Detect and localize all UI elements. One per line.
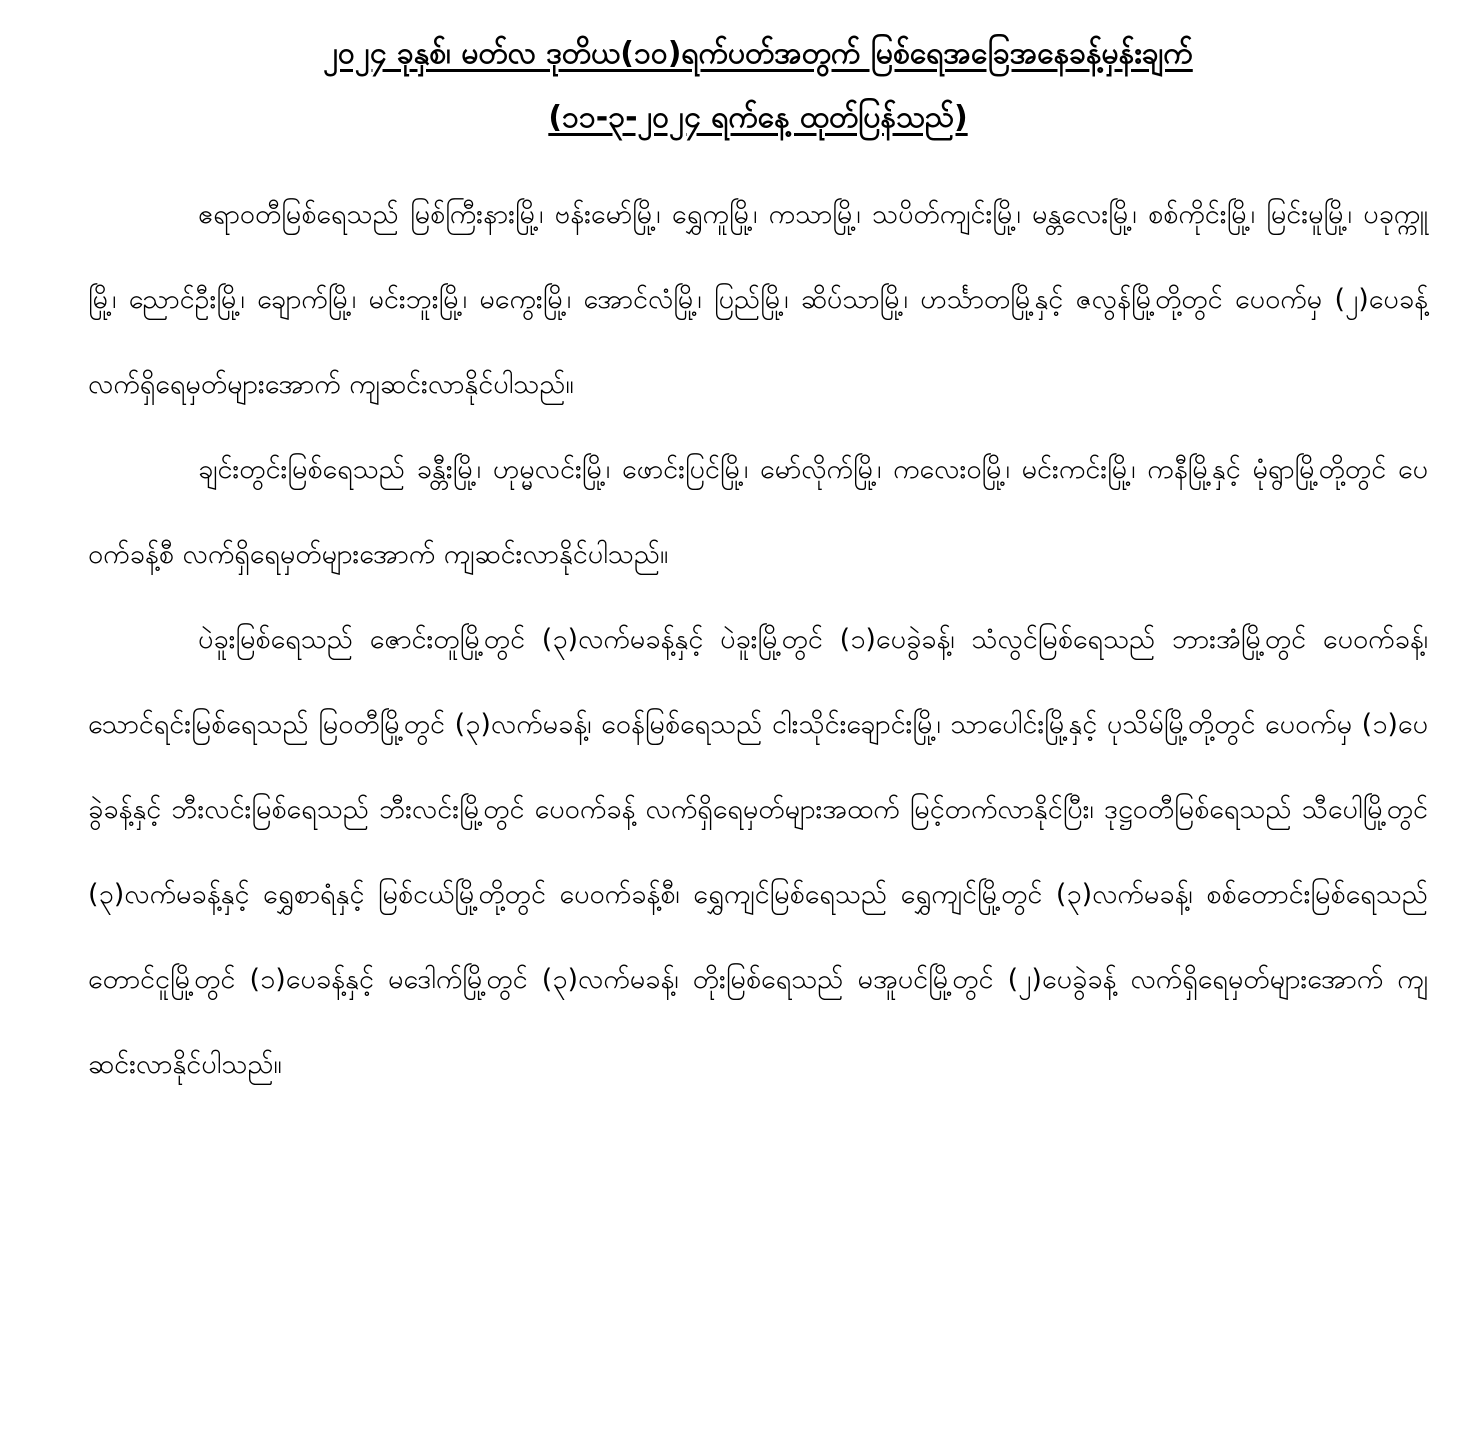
paragraph-ayeyarwady: ဧရာဝတီမြစ်ရေသည် မြစ်ကြီးနားမြို့၊ ဗန်းမော်မြို့၊ ရွှေကူမြို့၊ ကသာမြို့၊ သပိတ်ကျင်းမြို့၊ မန္တလေးမြို့၊ စစ်ကိုင်းမြို့၊ မြင်းမူမြို့၊ ပခုက္ကူမြို့၊ ညောင်ဦးမြို့၊ ချောက်မြို့၊ မင်းဘူးမြို့၊ မကွေးမြို့၊ အောင်လံမြို့၊ ပြည်မြို့၊ ဆိပ်သာမြို့၊ ဟင်္သာတမြို့နှင့် ဇလွန်မြို့တို့တွင် ပေဝက်မှ (၂)ပေခန့် လက်ရှိရေမှတ်များအောက် ကျဆင်းလာနိုင်ပါသည်။	[88, 199, 1428, 400]
document-title	[88, 22, 1428, 150]
paragraph-chindwin: ချင်းတွင်းမြစ်ရေသည် ခန္တီးမြို့၊ ဟုမ္မလင်းမြို့၊ ဖောင်းပြင်မြို့၊ မော်လိုက်မြို့၊ ကလေးဝမြို့၊ မင်းကင်းမြို့၊ ကနီမြို့နှင့် မုံရွာမြို့တို့တွင် ပေဝက်ခန့်စီ လက်ရှိရေမှတ်များအောက် ကျဆင်းလာနိုင်ပါသည်။	[88, 454, 1428, 570]
title-line-1: ၂၀၂၄ ခုနှစ်၊ မတ်လ ဒုတိယ(၁၀)ရက်ပတ်အတွက် မြစ်ရေအခြေအနေခန့်မှန်းချက်	[323, 36, 1193, 71]
document-body	[88, 172, 1428, 1107]
paragraph-other-rivers: ပဲခူးမြစ်ရေသည် ဇောင်းတူမြို့တွင် (၃)လက်မခန့်နှင့် ပဲခူးမြို့တွင် (၁)ပေခွဲခန့်၊ သံလွင်မြစ်ရေသည် ဘားအံမြို့တွင် ပေဝက်ခန့်၊ သောင်ရင်းမြစ်ရေသည် မြဝတီမြို့တွင် (၃)လက်မခန့်၊ ဝေန်မြစ်ရေသည် ငါးသိုင်းချောင်းမြို့၊ သာပေါင်းမြို့နှင့် ပုသိမ်မြို့တို့တွင် ပေဝက်မှ (၁)ပေခွဲခန့်နှင့် ဘီးလင်းမြစ်ရေသည် ဘီးလင်းမြို့တွင် ပေဝက်ခန့် လက်ရှိရေမှတ်များအထက် မြင့်တက်လာနိုင်ပြီး၊ ဒုဋ္ဌဝတီမြစ်ရေသည် သီပေါမြို့တွင် (၃)လက်မခန့်နှင့် ရွှေစာရံနှင့် မြစ်ငယ်မြို့တို့တွင် ပေဝက်ခန့်စီ၊ ရွှေကျင်မြစ်ရေသည် ရွှေကျင်မြို့တွင် (၃)လက်မခန့်၊ စစ်တောင်းမြစ်ရေသည် တောင်ငူမြို့တွင် (၁)ပေခန့်နှင့် မဒေါက်မြို့တွင် (၃)လက်မခန့်၊ တိုးမြစ်ရေသည် မအူပင်မြို့တွင် (၂)ပေခွဲခန့် လက်ရှိရေမှတ်များအောက် ကျဆင်းလာနိုင်ပါသည်။	[88, 624, 1428, 1080]
title-line-2: (၁၁-၃-၂၀၂၄ ရက်နေ့ ထုတ်ပြန်သည်)	[548, 100, 968, 135]
document-page	[88, 22, 1428, 1107]
